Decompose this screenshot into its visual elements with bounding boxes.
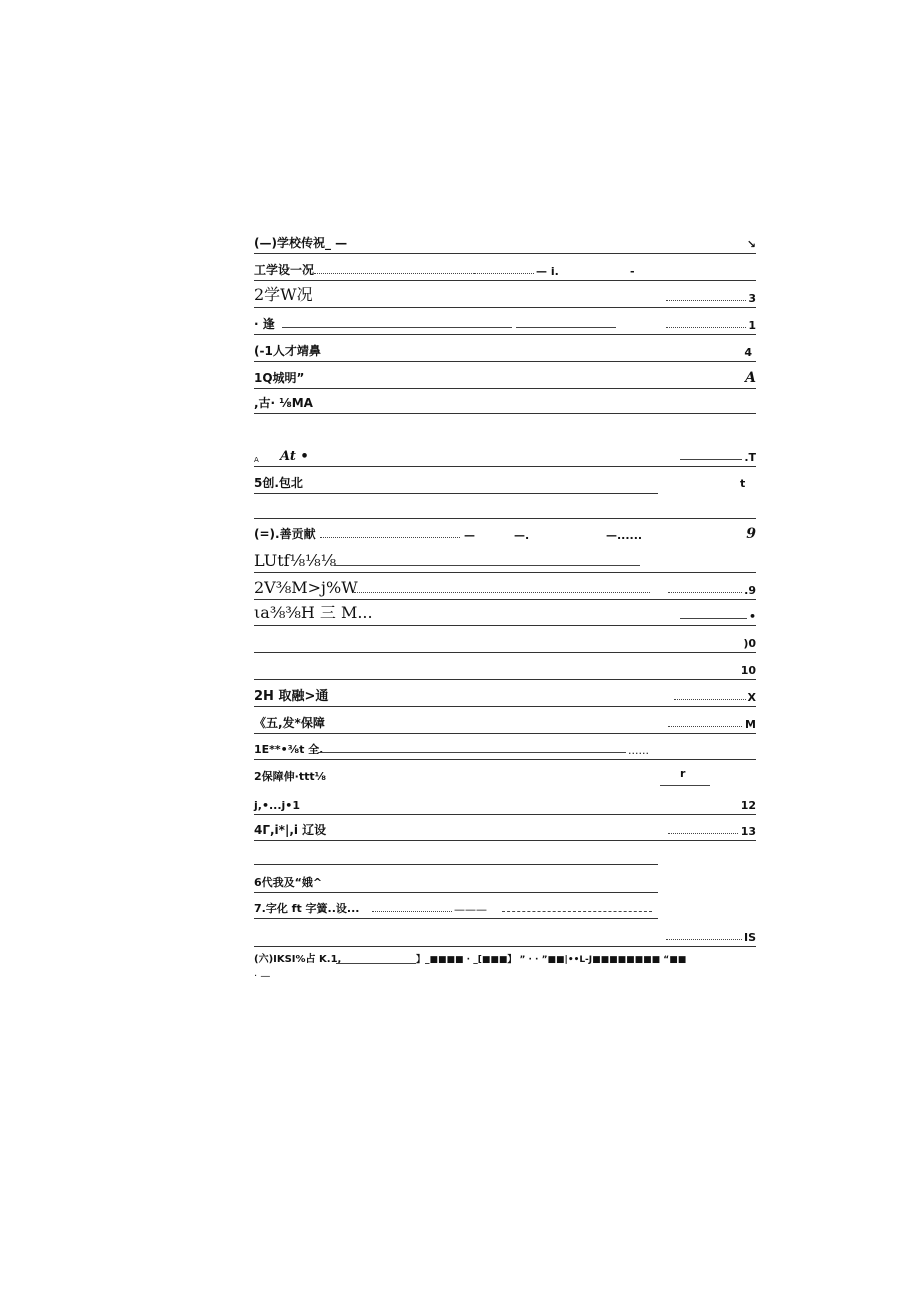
- toc-entry-page: A: [745, 370, 756, 386]
- toc-entry-page: 4: [744, 346, 752, 359]
- leader-dots: [320, 537, 460, 538]
- toc-entry-page: M: [745, 718, 756, 731]
- leader-dots: [674, 699, 748, 700]
- toc-entry-label: j,•...j•1: [254, 799, 300, 812]
- toc-entry-page: t: [740, 477, 746, 490]
- toc-entry: [254, 870, 658, 893]
- leader-dots: [668, 726, 748, 727]
- toc-entry: [254, 842, 658, 865]
- leader-dots: [474, 273, 534, 274]
- leader-dots: [668, 592, 750, 593]
- leader-line: [318, 752, 626, 753]
- toc-entry: [254, 550, 756, 573]
- toc-entry-label: 4Γ,i*|,i 辽设: [254, 823, 327, 837]
- leader-dots: [314, 273, 474, 274]
- toc-entry: [254, 711, 756, 734]
- toc-entry-page: 10: [740, 664, 756, 677]
- toc-entry: [254, 737, 756, 760]
- toc-entry-tail: 】_■■■■ · _[■■■】 ” · · ”■■|••L-J■■■■■■■■ “■■: [416, 955, 687, 965]
- toc-entry-label: 7.字化 ft 字簧..设...: [254, 902, 360, 915]
- toc-entry-page: IS: [743, 931, 756, 944]
- toc-entry-label: · 逢: [254, 317, 275, 331]
- toc-entry-label-2: At •: [280, 449, 309, 464]
- toc-entry-mid: ———: [454, 903, 487, 916]
- toc-entry: [254, 818, 756, 841]
- toc-entry: [254, 312, 756, 335]
- toc-entry-mid: ......: [628, 744, 649, 757]
- toc-entry: [254, 603, 756, 626]
- toc-entry-label: · —: [254, 971, 271, 982]
- toc-entry-label: 6代我及“娥^: [254, 876, 323, 889]
- toc-entry-mid: —: [464, 529, 475, 542]
- toc-entry-page: 9: [746, 526, 756, 542]
- toc-entry-label: A: [254, 456, 259, 464]
- toc-entry-page: )0: [743, 637, 756, 650]
- toc-entry-label: 工学设一况: [254, 263, 315, 277]
- toc-entry: [254, 285, 756, 308]
- toc-entry-page: ↘: [746, 238, 756, 251]
- toc-entry-label: (=).善贡献: [254, 527, 316, 541]
- toc-entry: [254, 945, 687, 967]
- toc-entry: [254, 792, 756, 815]
- toc-entry-label: 1E**•⅜t 全.: [254, 743, 324, 756]
- toc-entry-label: LUtf⅛⅛⅛: [254, 551, 337, 570]
- leader-line: [516, 327, 616, 328]
- toc-entry-mid: r: [680, 767, 686, 780]
- toc-entry: [254, 522, 756, 544]
- toc-entry: [254, 258, 756, 281]
- leader-line: [680, 459, 746, 460]
- toc-entry-page: .9: [744, 584, 756, 597]
- toc-entry: [254, 684, 756, 707]
- leader-dots: [666, 939, 744, 940]
- toc-entry: [254, 391, 756, 414]
- toc-entry-label: 《五,发*保障: [254, 716, 325, 730]
- toc-entry: [254, 339, 756, 362]
- divider-rule: [254, 518, 756, 519]
- leader-dots: [668, 833, 740, 834]
- toc-entry-page: X: [747, 691, 756, 704]
- toc-entry-label: 2学W况: [254, 282, 315, 305]
- toc-entry-label: ,古· ⅛MA: [254, 396, 313, 410]
- toc-entry: [254, 657, 756, 680]
- toc-entry: [254, 630, 756, 653]
- toc-entry: [254, 366, 756, 389]
- leader-line: [336, 963, 416, 964]
- leader-dots: [666, 327, 750, 328]
- leader-line: [660, 785, 710, 786]
- leader-dots: [502, 911, 652, 912]
- toc-entry-mid: — i.: [536, 265, 559, 278]
- toc-entry-label: ιa⅜⅜H 三 M...: [254, 600, 375, 623]
- toc-entry: [254, 764, 756, 786]
- toc-entry-mid: -: [630, 265, 635, 278]
- toc-entry: [254, 896, 658, 919]
- toc-entry: [254, 577, 756, 600]
- toc-entry: [254, 444, 756, 467]
- toc-entry-label: (六)IKSI%占 K.1,: [254, 950, 343, 965]
- toc-entry-label: 2保障伸·ttt⅛: [254, 770, 326, 783]
- toc-entry-label: 5创.包北: [254, 476, 303, 490]
- toc-entry: [254, 924, 756, 947]
- toc-entry-label: 2H 取融>通: [254, 685, 330, 704]
- leader-dots: [666, 300, 750, 301]
- toc-entry-mid: —.: [514, 529, 530, 542]
- toc-entry-page: .T: [744, 451, 756, 464]
- leader-line: [680, 618, 750, 619]
- toc-entry: [254, 471, 658, 494]
- leader-dots: [354, 592, 650, 593]
- toc-entry-page: 3: [748, 292, 756, 305]
- toc-entry-page: 13: [740, 825, 756, 838]
- toc-entry-label: (—)学校传祝_ —: [254, 236, 348, 250]
- toc-entry-page: 1: [748, 319, 756, 332]
- toc-entry-label: (-1人才靖鼻: [254, 344, 321, 358]
- toc-entry-label: 1Q城明”: [254, 371, 305, 385]
- leader-line: [282, 327, 512, 328]
- toc-entry-page: 12: [740, 799, 756, 812]
- toc-entry-label: 2V⅜M>j%W: [254, 578, 358, 597]
- toc-entry: [254, 231, 756, 254]
- toc-entry: [254, 962, 314, 984]
- toc-entry-mid: —......: [606, 529, 643, 542]
- leader-line: [334, 565, 640, 566]
- toc-entry-page: •: [748, 610, 756, 623]
- leader-dots: [372, 911, 452, 912]
